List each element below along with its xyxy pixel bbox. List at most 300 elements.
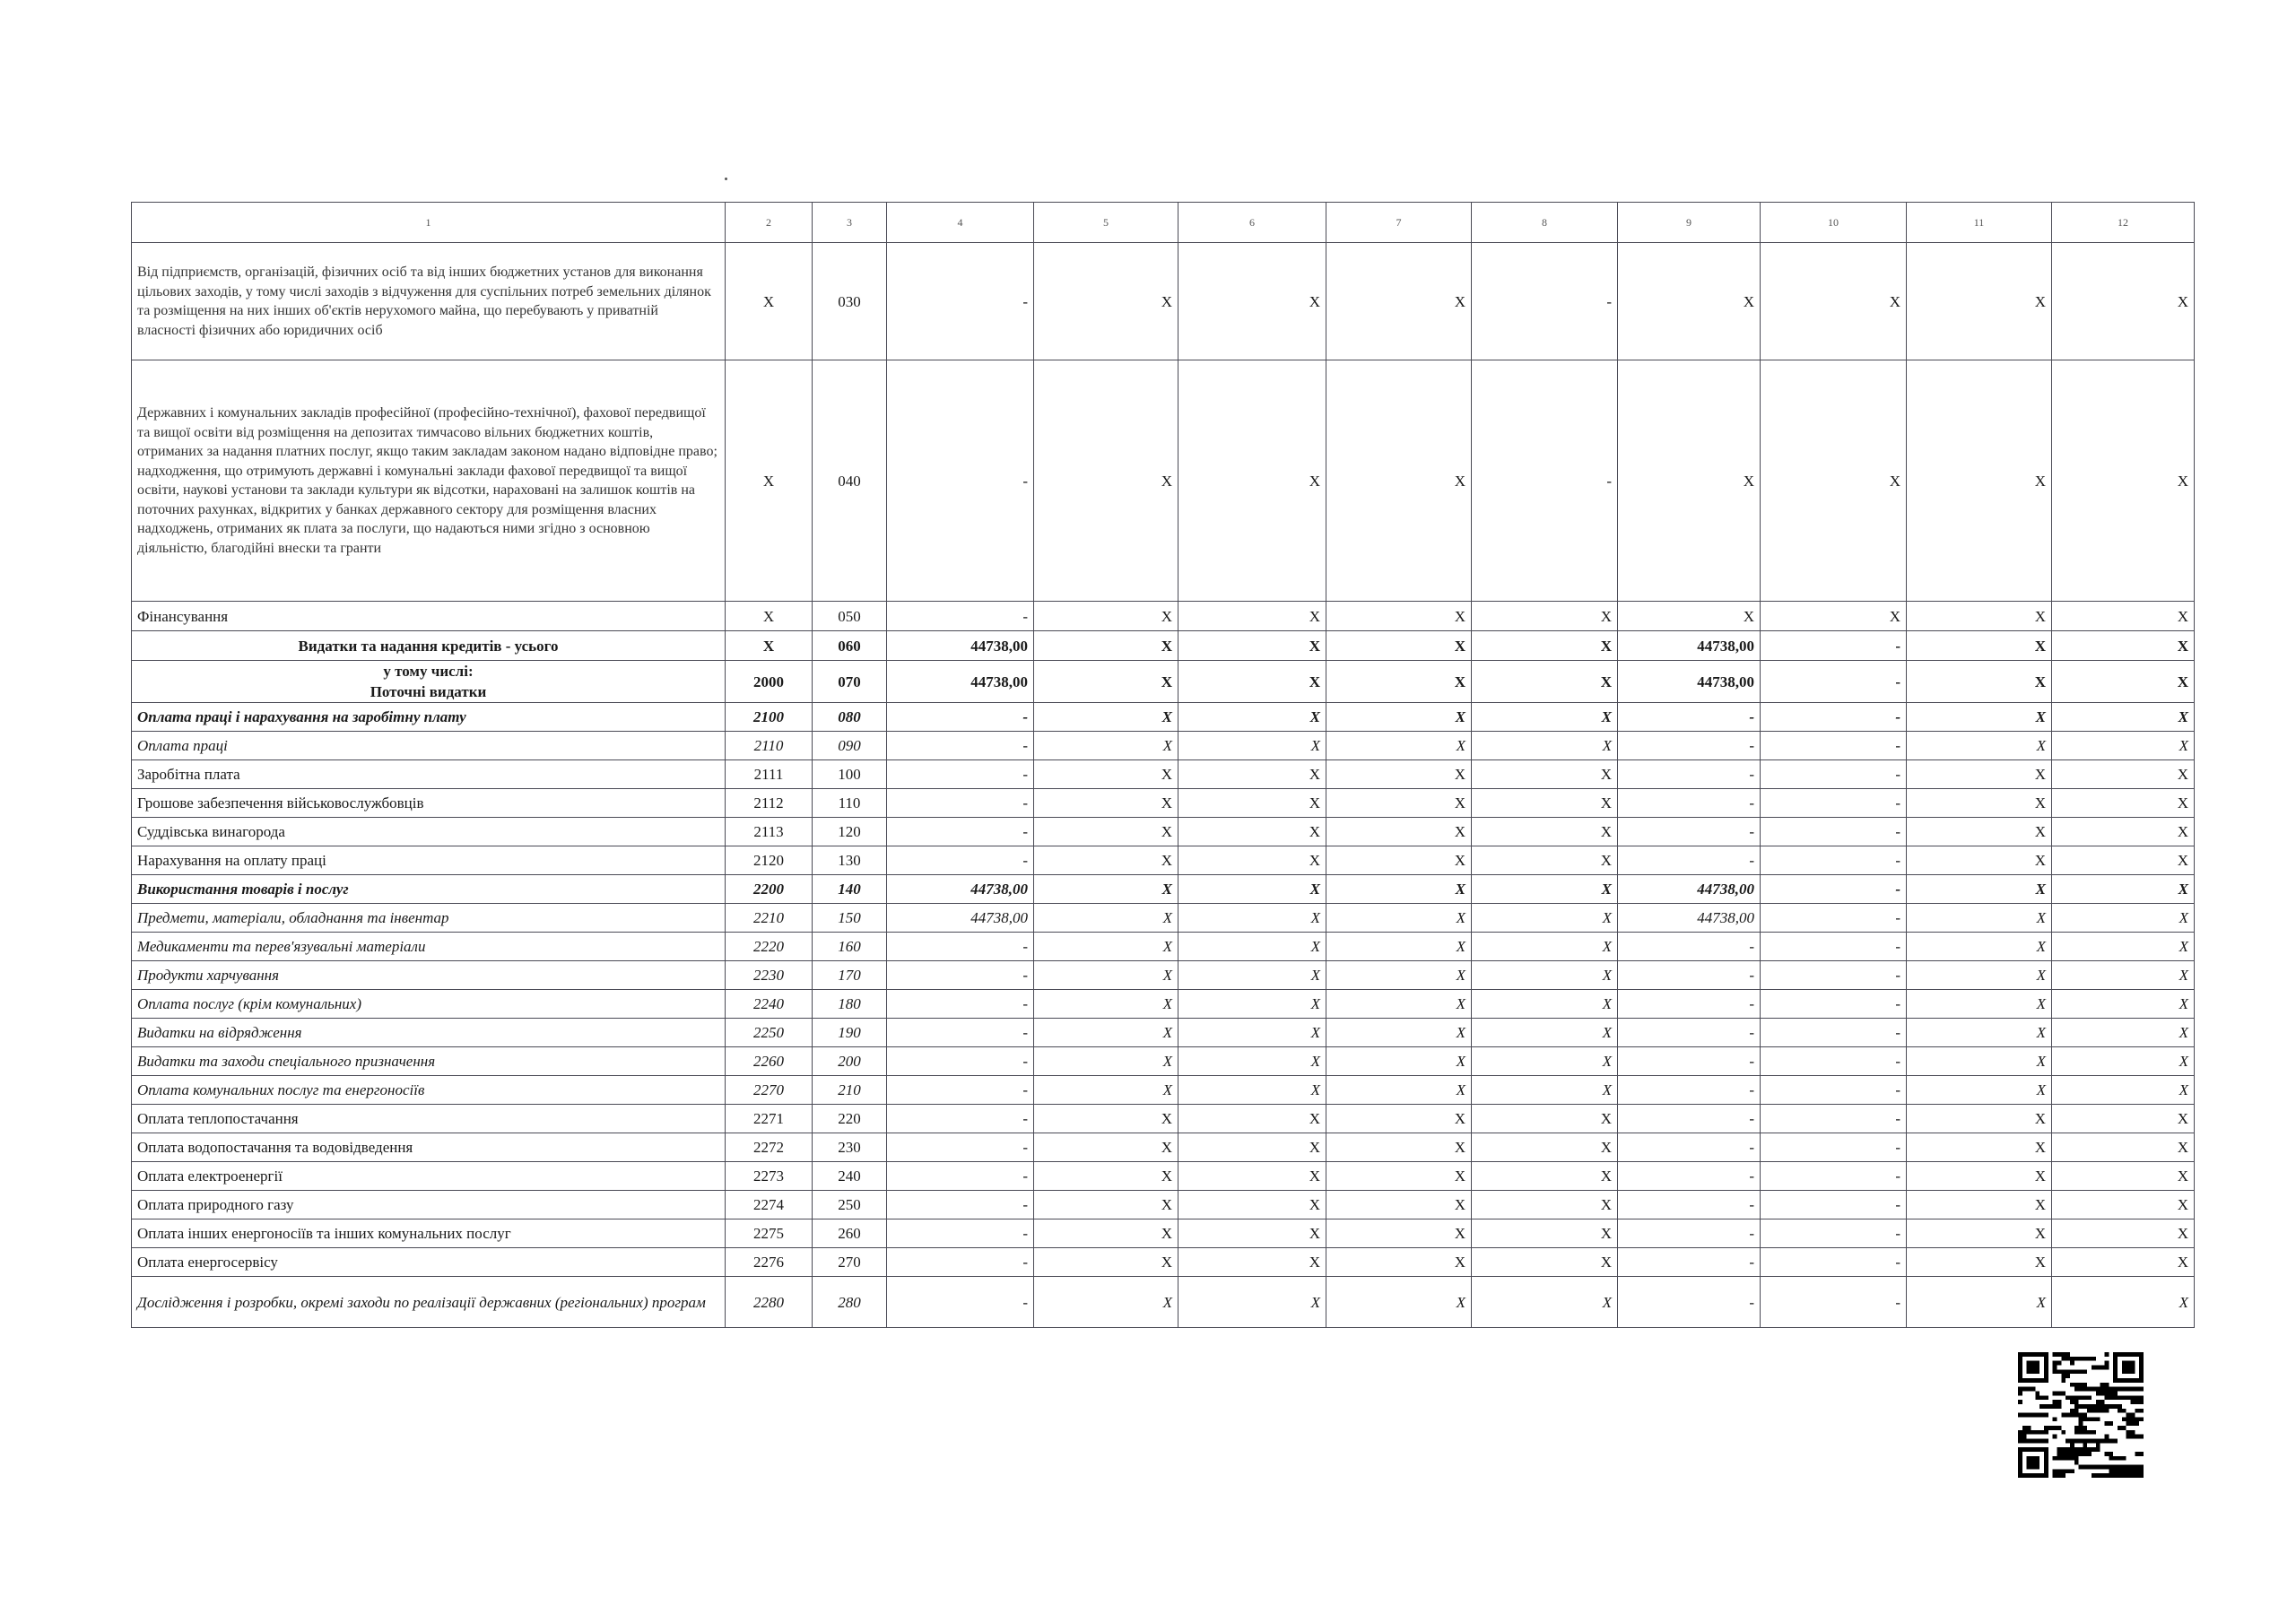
table-row: [132, 1019, 2195, 1047]
qr-module: [2135, 1469, 2139, 1473]
amount-cell: X: [2052, 1277, 2195, 1328]
kekv-code: X: [726, 602, 813, 631]
qr-module: [2061, 1452, 2066, 1456]
amount-cell: -: [1761, 904, 1907, 933]
row-code: 120: [813, 818, 887, 846]
amount-cell: X: [1326, 1105, 1472, 1133]
amount-cell: X: [1907, 789, 2052, 818]
kekv-code: 2210: [726, 904, 813, 933]
qr-module: [2092, 1439, 2096, 1444]
qr-module: [2109, 1473, 2113, 1478]
qr-module: [2113, 1395, 2118, 1400]
qr-module: [2109, 1387, 2113, 1392]
amount-cell: X: [2052, 1076, 2195, 1105]
qr-module: [2044, 1426, 2048, 1430]
amount-cell: -: [1761, 1219, 1907, 1248]
table-row: [132, 818, 2195, 846]
amount-cell: X: [1326, 846, 1472, 875]
qr-module: [2100, 1365, 2105, 1369]
amount-cell: X: [1907, 961, 2052, 990]
qr-module: [2035, 1395, 2039, 1400]
qr-module: [2057, 1369, 2061, 1374]
amount-cell: -: [887, 1248, 1034, 1277]
column-number: 8: [1472, 203, 1618, 243]
qr-module: [2053, 1435, 2057, 1439]
amount-cell: X: [2052, 990, 2195, 1019]
qr-module: [2070, 1400, 2074, 1404]
row-label: Оплата енергосервісу: [132, 1248, 726, 1277]
qr-module: [2135, 1395, 2139, 1400]
amount-cell: X: [1472, 789, 1618, 818]
kekv-code: 2100: [726, 703, 813, 732]
row-code: 070: [813, 661, 887, 703]
qr-module: [2070, 1357, 2074, 1361]
qr-module: [2079, 1413, 2083, 1418]
amount-cell: -: [887, 846, 1034, 875]
column-number: 9: [1618, 203, 1761, 243]
qr-module: [2035, 1430, 2039, 1435]
qr-module: [2131, 1417, 2135, 1421]
amount-cell: X: [1178, 732, 1326, 760]
qr-module: [2035, 1439, 2039, 1444]
table-row: [132, 661, 2195, 703]
qr-module: [2126, 1421, 2131, 1426]
row-label: Суддівська винагорода: [132, 818, 726, 846]
kekv-code: 2200: [726, 875, 813, 904]
qr-module: [2070, 1361, 2074, 1366]
qr-module: [2092, 1387, 2096, 1392]
row-label: Грошове забезпечення військовослужбовців: [132, 789, 726, 818]
qr-module: [2109, 1439, 2113, 1444]
amount-cell: X: [1326, 1133, 1472, 1162]
qr-module: [2079, 1421, 2083, 1426]
amount-cell: X: [1034, 243, 1178, 360]
kekv-code: 2280: [726, 1277, 813, 1328]
qr-module: [2109, 1395, 2113, 1400]
qr-module: [2066, 1469, 2070, 1473]
amount-cell: -: [1761, 703, 1907, 732]
kekv-code: X: [726, 243, 813, 360]
kekv-code: X: [726, 360, 813, 602]
qr-module: [2113, 1387, 2118, 1392]
qr-module: [2083, 1452, 2087, 1456]
amount-cell: -: [1618, 961, 1761, 990]
amount-cell: X: [2052, 789, 2195, 818]
amount-cell: -: [1618, 1191, 1761, 1219]
amount-cell: -: [887, 243, 1034, 360]
amount-cell: X: [1178, 703, 1326, 732]
table-row: [132, 760, 2195, 789]
qr-module: [2027, 1426, 2031, 1430]
amount-cell: -: [887, 933, 1034, 961]
qr-module: [2057, 1391, 2061, 1395]
qr-module: [2126, 1395, 2131, 1400]
qr-module: [2126, 1473, 2131, 1478]
qr-module: [2044, 1439, 2048, 1444]
amount-cell: X: [1178, 904, 1326, 933]
qr-module: [2087, 1465, 2092, 1470]
amount-cell: -: [887, 360, 1034, 602]
qr-module: [2044, 1395, 2048, 1400]
amount-cell: -: [1761, 875, 1907, 904]
qr-module: [2053, 1361, 2057, 1366]
row-label: Нарахування на оплату праці: [132, 846, 726, 875]
qr-module: [2113, 1391, 2118, 1395]
qr-module: [2057, 1426, 2061, 1430]
kekv-code: 2113: [726, 818, 813, 846]
amount-cell: X: [1907, 661, 2052, 703]
amount-cell: X: [1761, 243, 1907, 360]
qr-module: [2027, 1456, 2039, 1469]
qr-module: [2118, 1409, 2122, 1413]
qr-module: [2074, 1409, 2079, 1413]
kekv-code: 2275: [726, 1219, 813, 1248]
qr-module: [2118, 1426, 2122, 1430]
amount-cell: X: [1472, 1019, 1618, 1047]
qr-module: [2022, 1435, 2027, 1439]
amount-cell: X: [2052, 760, 2195, 789]
qr-module: [2109, 1391, 2113, 1395]
amount-cell: X: [1326, 818, 1472, 846]
qr-module: [2087, 1404, 2092, 1409]
row-code: 270: [813, 1248, 887, 1277]
row-label: Оплата послуг (крім комунальних): [132, 990, 726, 1019]
qr-module: [2070, 1369, 2074, 1374]
qr-module: [2044, 1404, 2048, 1409]
kekv-code: 2240: [726, 990, 813, 1019]
amount-cell: -: [1761, 933, 1907, 961]
qr-module: [2126, 1435, 2131, 1439]
amount-cell: X: [1178, 661, 1326, 703]
amount-cell: -: [1761, 760, 1907, 789]
qr-module: [2066, 1452, 2070, 1456]
amount-cell: X: [1472, 846, 1618, 875]
qr-module: [2087, 1447, 2092, 1452]
qr-module: [2061, 1352, 2066, 1357]
qr-module: [2053, 1469, 2057, 1473]
amount-cell: X: [1907, 602, 2052, 631]
qr-module: [2048, 1404, 2053, 1409]
row-code: 180: [813, 990, 887, 1019]
qr-module: [2066, 1447, 2070, 1452]
qr-module: [2031, 1430, 2035, 1435]
amount-cell: -: [887, 1277, 1034, 1328]
amount-cell: X: [1326, 631, 1472, 661]
qr-module: [2018, 1413, 2022, 1418]
qr-module: [2131, 1465, 2135, 1470]
qr-module: [2113, 1465, 2118, 1470]
qr-module: [2079, 1395, 2083, 1400]
qr-module: [2109, 1404, 2113, 1409]
qr-module: [2096, 1365, 2100, 1369]
qr-module: [2079, 1357, 2083, 1361]
amount-cell: X: [2052, 631, 2195, 661]
qr-module: [2092, 1447, 2096, 1452]
qr-module: [2053, 1456, 2057, 1461]
qr-module: [2061, 1357, 2066, 1361]
amount-cell: -: [887, 703, 1034, 732]
qr-module: [2083, 1439, 2087, 1444]
amount-cell: X: [1034, 631, 1178, 661]
qr-module: [2113, 1473, 2118, 1478]
qr-module: [2066, 1369, 2070, 1374]
qr-module: [2109, 1421, 2113, 1426]
amount-cell: 44738,00: [1618, 631, 1761, 661]
row-code: 200: [813, 1047, 887, 1076]
amount-cell: -: [1761, 1191, 1907, 1219]
row-code: 060: [813, 631, 887, 661]
qr-module: [2092, 1473, 2096, 1478]
table-row: [132, 1105, 2195, 1133]
qr-module: [2035, 1391, 2039, 1395]
amount-cell: X: [1907, 243, 2052, 360]
qr-module: [2105, 1365, 2109, 1369]
qr-module: [2083, 1404, 2087, 1409]
qr-module: [2131, 1387, 2135, 1392]
qr-module: [2087, 1417, 2092, 1421]
amount-cell: -: [1618, 846, 1761, 875]
qr-module: [2061, 1447, 2066, 1452]
table-row: [132, 360, 2195, 602]
qr-module: [2057, 1473, 2061, 1478]
amount-cell: -: [1618, 1133, 1761, 1162]
qr-module: [2087, 1430, 2092, 1435]
amount-cell: X: [2052, 904, 2195, 933]
qr-module: [2070, 1395, 2074, 1400]
amount-cell: X: [1907, 875, 2052, 904]
qr-module: [2135, 1452, 2139, 1456]
qr-module: [2105, 1439, 2109, 1444]
amount-cell: -: [887, 602, 1034, 631]
amount-cell: X: [1907, 990, 2052, 1019]
qr-module: [2126, 1430, 2131, 1435]
row-label: Медикаменти та перев'язувальні матеріали: [132, 933, 726, 961]
amount-cell: -: [1618, 760, 1761, 789]
table-row: [132, 631, 2195, 661]
amount-cell: X: [1472, 1277, 1618, 1328]
qr-module: [2135, 1421, 2139, 1426]
table-row: [132, 961, 2195, 990]
qr-module: [2061, 1391, 2066, 1395]
amount-cell: X: [1472, 1248, 1618, 1277]
amount-cell: X: [1472, 1105, 1618, 1133]
amount-cell: X: [1907, 760, 2052, 789]
kekv-code: 2120: [726, 846, 813, 875]
amount-cell: X: [1178, 789, 1326, 818]
qr-module: [2074, 1400, 2079, 1404]
table-row: [132, 732, 2195, 760]
row-code: 100: [813, 760, 887, 789]
amount-cell: -: [1618, 933, 1761, 961]
table-row: [132, 1162, 2195, 1191]
qr-module: [2092, 1417, 2096, 1421]
row-label: Оплата водопостачання та водовідведення: [132, 1133, 726, 1162]
qr-module: [2083, 1413, 2087, 1418]
amount-cell: X: [1178, 1191, 1326, 1219]
amount-cell: X: [1034, 1219, 1178, 1248]
amount-cell: X: [1034, 602, 1178, 631]
amount-cell: 44738,00: [887, 875, 1034, 904]
amount-cell: X: [2052, 360, 2195, 602]
scan-speck: [725, 178, 727, 180]
amount-cell: -: [1761, 1076, 1907, 1105]
qr-module: [2079, 1430, 2083, 1435]
amount-cell: -: [1761, 1162, 1907, 1191]
amount-cell: -: [1618, 818, 1761, 846]
qr-module: [2131, 1413, 2135, 1418]
qr-module: [2039, 1430, 2044, 1435]
amount-cell: X: [1326, 1076, 1472, 1105]
qr-module: [2074, 1426, 2079, 1430]
amount-cell: 44738,00: [887, 904, 1034, 933]
qr-module: [2018, 1391, 2022, 1395]
amount-cell: X: [2052, 1105, 2195, 1133]
row-code: 080: [813, 703, 887, 732]
qr-module: [2105, 1404, 2109, 1409]
table-row: [132, 990, 2195, 1019]
qr-module: [2109, 1469, 2113, 1473]
qr-module: [2139, 1387, 2144, 1392]
amount-cell: X: [1178, 1019, 1326, 1047]
amount-cell: -: [887, 818, 1034, 846]
amount-cell: X: [1907, 1277, 2052, 1328]
qr-module: [2122, 1469, 2126, 1473]
row-label: Видатки на відрядження: [132, 1019, 726, 1047]
qr-module: [2087, 1387, 2092, 1392]
amount-cell: X: [1178, 1105, 1326, 1133]
amount-cell: 44738,00: [1618, 904, 1761, 933]
qr-module: [2074, 1369, 2079, 1374]
kekv-code: 2110: [726, 732, 813, 760]
amount-cell: -: [887, 1076, 1034, 1105]
row-code: 050: [813, 602, 887, 631]
amount-cell: X: [1472, 661, 1618, 703]
qr-module: [2131, 1435, 2135, 1439]
budget-table: [131, 202, 2195, 1328]
kekv-code: 2274: [726, 1191, 813, 1219]
amount-cell: X: [1326, 904, 1472, 933]
qr-module: [2061, 1473, 2066, 1478]
row-code: 040: [813, 360, 887, 602]
amount-cell: X: [1326, 875, 1472, 904]
qr-module: [2074, 1395, 2079, 1400]
qr-module: [2092, 1404, 2096, 1409]
row-code: 240: [813, 1162, 887, 1191]
amount-cell: X: [2052, 846, 2195, 875]
qr-module: [2100, 1465, 2105, 1470]
row-code: 130: [813, 846, 887, 875]
qr-module: [2053, 1400, 2057, 1404]
qr-module: [2031, 1439, 2035, 1444]
amount-cell: X: [1178, 243, 1326, 360]
kekv-code: 2273: [726, 1162, 813, 1191]
amount-cell: X: [1034, 1047, 1178, 1076]
column-number: 12: [2052, 203, 2195, 243]
amount-cell: X: [1907, 818, 2052, 846]
amount-cell: X: [1178, 846, 1326, 875]
qr-module: [2035, 1413, 2039, 1418]
kekv-code: X: [726, 631, 813, 661]
kekv-code: 2276: [726, 1248, 813, 1277]
qr-module: [2126, 1387, 2131, 1392]
row-label: Оплата електроенергії: [132, 1162, 726, 1191]
row-label: Державних і комунальних закладів професійної (професійно-технічної), фахової передвищої та вищої освіти від розміщення на депозитах тимчасово вільних бюджетних коштів, отриманих за надання платних послуг, якщо таким закладам законом надано відповідне право; надходження, що отримують державні і комунальні заклади фахової передвищої та вищої освіти, наукові установи та заклади культури як відсотки, нараховані на залишок коштів на поточних рахунках, відкритих у банках державного сектору для розміщення власних надходжень, отриманих як плата за послуги, що надаються ними згідно з основною діяльністю, благодійні внески та гранти: [132, 360, 726, 602]
amount-cell: -: [1472, 243, 1618, 360]
qr-module: [2135, 1473, 2139, 1478]
amount-cell: -: [887, 789, 1034, 818]
kekv-code: 2112: [726, 789, 813, 818]
amount-cell: X: [1178, 360, 1326, 602]
qr-module: [2109, 1465, 2113, 1470]
qr-module: [2083, 1357, 2087, 1361]
amount-cell: X: [1034, 732, 1178, 760]
table-row: [132, 1219, 2195, 1248]
qr-module: [2139, 1452, 2144, 1456]
kekv-code: 2250: [726, 1019, 813, 1047]
qr-module: [2053, 1352, 2057, 1357]
qr-module: [2070, 1452, 2074, 1456]
qr-module: [2018, 1435, 2022, 1439]
qr-module: [2066, 1357, 2070, 1361]
amount-cell: X: [1034, 875, 1178, 904]
qr-module: [2048, 1426, 2053, 1430]
amount-cell: X: [1472, 760, 1618, 789]
amount-cell: X: [1472, 818, 1618, 846]
amount-cell: X: [1034, 1019, 1178, 1047]
qr-module: [2083, 1369, 2087, 1374]
table-row: [132, 1133, 2195, 1162]
qr-module: [2092, 1365, 2096, 1369]
amount-cell: X: [1472, 602, 1618, 631]
amount-cell: X: [2052, 661, 2195, 703]
amount-cell: X: [1472, 1191, 1618, 1219]
row-label: Видатки та надання кредитів - усього: [132, 631, 726, 661]
row-label-line: Поточні видатки: [370, 683, 487, 700]
qr-module: [2070, 1469, 2074, 1473]
qr-module: [2122, 1473, 2126, 1478]
row-code: 030: [813, 243, 887, 360]
qr-module: [2022, 1413, 2027, 1418]
qr-module: [2122, 1465, 2126, 1470]
kekv-code: 2220: [726, 933, 813, 961]
amount-cell: X: [1178, 760, 1326, 789]
row-label: Заробітна плата: [132, 760, 726, 789]
amount-cell: -: [1761, 1133, 1907, 1162]
row-label: Дослідження і розробки, окремі заходи по реалізації державних (регіональних) програм: [132, 1277, 726, 1328]
qr-module: [2031, 1387, 2035, 1392]
qr-module: [2053, 1365, 2057, 1369]
amount-cell: -: [887, 1219, 1034, 1248]
amount-cell: X: [2052, 1191, 2195, 1219]
amount-cell: X: [1034, 760, 1178, 789]
qr-module: [2074, 1387, 2079, 1392]
amount-cell: X: [1034, 1105, 1178, 1133]
qr-module: [2131, 1430, 2135, 1435]
amount-cell: -: [1618, 789, 1761, 818]
qr-module: [2074, 1404, 2079, 1409]
qr-module: [2131, 1395, 2135, 1400]
qr-module: [2061, 1456, 2066, 1461]
column-number: 1: [132, 203, 726, 243]
row-label: Оплата інших енергоносіїв та інших комунальних послуг: [132, 1219, 726, 1248]
amount-cell: X: [1034, 789, 1178, 818]
qr-code-icon: [2018, 1352, 2144, 1478]
amount-cell: -: [1761, 1019, 1907, 1047]
qr-module: [2135, 1435, 2139, 1439]
amount-cell: X: [1034, 703, 1178, 732]
qr-module: [2135, 1400, 2139, 1404]
amount-cell: X: [1907, 846, 2052, 875]
